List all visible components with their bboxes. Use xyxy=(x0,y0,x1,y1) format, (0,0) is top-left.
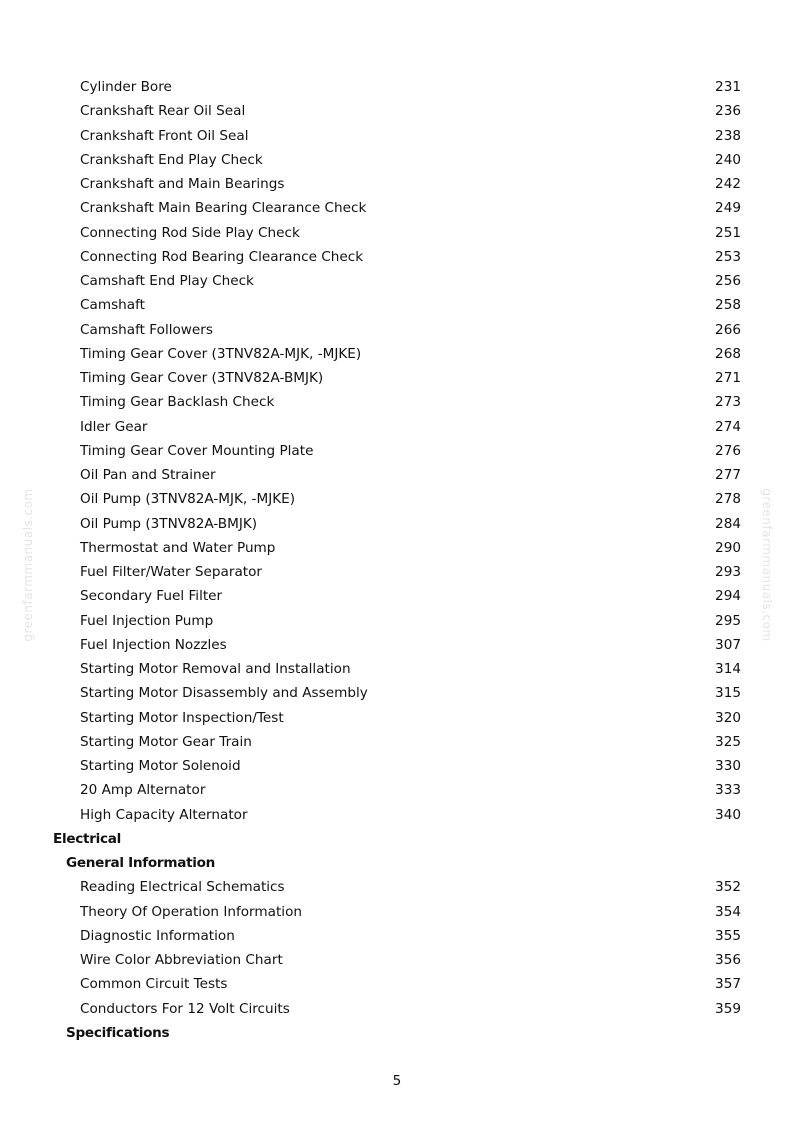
toc-entry[interactable] xyxy=(0,390,794,414)
toc-entry[interactable] xyxy=(0,778,794,802)
toc-entry[interactable] xyxy=(0,536,794,560)
toc-entry-page: 236 xyxy=(715,103,741,120)
toc-entry[interactable] xyxy=(0,754,794,778)
toc-entry-page: 333 xyxy=(715,782,741,799)
toc-entry-page: 320 xyxy=(715,709,741,726)
toc-entry[interactable] xyxy=(0,875,794,899)
toc-entry-title: Oil Pump (3TNV82A-MJK, -MJKE) xyxy=(80,491,296,508)
toc-entry[interactable] xyxy=(0,245,794,269)
toc-entry-page: 325 xyxy=(715,733,741,750)
toc-entry[interactable] xyxy=(0,293,794,317)
watermark-left: greenfarmmanuals.com xyxy=(21,488,35,642)
toc-entry-title: Crankshaft Front Oil Seal xyxy=(80,127,249,144)
toc-entry-page: 251 xyxy=(715,224,741,241)
toc-entry[interactable] xyxy=(0,609,794,633)
toc-entry-title: Diagnostic Information xyxy=(80,927,235,944)
toc-entry[interactable] xyxy=(0,172,794,196)
toc-subsection-heading[interactable] xyxy=(0,1021,794,1045)
toc-entry[interactable] xyxy=(0,948,794,972)
toc-entry-title: Camshaft Followers xyxy=(80,321,213,338)
toc-entry-page: 293 xyxy=(715,564,741,580)
toc-entry[interactable] xyxy=(0,318,794,342)
toc-entry[interactable] xyxy=(0,803,794,827)
toc-entry-title: Starting Motor Inspection/Test xyxy=(80,709,284,726)
toc-entry[interactable] xyxy=(0,730,794,754)
toc-entry-page: 359 xyxy=(715,1000,741,1017)
toc-entry-page: 355 xyxy=(715,927,741,944)
toc-entry[interactable] xyxy=(0,512,794,536)
toc-entry-title: Connecting Rod Side Play Check xyxy=(80,224,300,241)
toc-entry-page: 273 xyxy=(715,394,741,411)
toc-entry-title: Conductors For 12 Volt Circuits xyxy=(80,1000,290,1017)
toc-entry-page: 340 xyxy=(715,806,741,823)
toc-entry-title: Starting Motor Solenoid xyxy=(80,758,241,774)
toc-entry-title: Cylinder Bore xyxy=(80,79,172,95)
toc-entry-title: Reading Electrical Schematics xyxy=(80,879,285,896)
toc-entry-page: 357 xyxy=(715,976,741,993)
toc-entry-title: Oil Pan and Strainer xyxy=(80,467,216,483)
toc-entry-title: Secondary Fuel Filter xyxy=(80,588,223,605)
toc-entry[interactable] xyxy=(0,706,794,730)
toc-entry-title: Crankshaft Rear Oil Seal xyxy=(80,103,246,120)
toc-entry-page: 266 xyxy=(715,321,741,338)
toc-entry-title: Fuel Injection Pump xyxy=(80,612,214,629)
toc-entry-page: 231 xyxy=(715,79,741,95)
toc-entry-page: 238 xyxy=(715,127,741,144)
toc-entry-title: Fuel Injection Nozzles xyxy=(80,636,227,653)
toc-entry[interactable] xyxy=(0,148,794,172)
toc-entry-page: 290 xyxy=(715,539,741,556)
toc-entry[interactable] xyxy=(0,681,794,705)
toc-entry[interactable] xyxy=(0,124,794,148)
toc-entry-page: 354 xyxy=(715,903,741,920)
toc-entry-title: Starting Motor Removal and Installation xyxy=(80,661,351,677)
toc-entry-title: Camshaft xyxy=(80,297,145,314)
toc-entry[interactable] xyxy=(0,584,794,608)
toc-entry-title: Timing Gear Cover Mounting Plate xyxy=(80,442,314,459)
toc-entry-page: 314 xyxy=(715,661,741,677)
toc-entry[interactable] xyxy=(0,366,794,390)
toc-entry[interactable] xyxy=(0,900,794,924)
toc-entry[interactable] xyxy=(0,342,794,366)
toc-entry-title: Starting Motor Gear Train xyxy=(80,733,252,750)
toc-entry[interactable] xyxy=(0,463,794,487)
toc-entry-title: Connecting Rod Bearing Clearance Check xyxy=(80,248,364,265)
toc-entry-page: 278 xyxy=(715,491,741,508)
toc-entry[interactable] xyxy=(0,972,794,996)
toc-entry-page: 256 xyxy=(715,273,741,289)
toc-subsection-heading[interactable] xyxy=(0,851,794,875)
toc-entry-page: 242 xyxy=(715,176,741,192)
toc-entry[interactable] xyxy=(0,415,794,439)
toc-section-heading[interactable] xyxy=(0,827,794,851)
watermark-right: greenfarmmanuals.com xyxy=(760,488,774,642)
toc-entry-page: 277 xyxy=(715,467,741,483)
toc-entry-title: Idler Gear xyxy=(80,418,148,435)
toc-entry-title: High Capacity Alternator xyxy=(80,806,248,823)
toc-entry-page: 330 xyxy=(715,758,741,774)
toc-entry[interactable] xyxy=(0,924,794,948)
toc-entry-page: 307 xyxy=(715,636,741,653)
toc-entry-page: 249 xyxy=(715,200,741,217)
toc-entry-page: 268 xyxy=(715,345,741,362)
toc-entry-title: Electrical xyxy=(53,830,121,847)
toc-entry[interactable] xyxy=(0,439,794,463)
toc-entry[interactable] xyxy=(0,487,794,511)
toc-entry-title: Camshaft End Play Check xyxy=(80,273,254,289)
toc-entry[interactable] xyxy=(0,560,794,584)
toc-entry-title: Timing Gear Cover (3TNV82A-MJK, -MJKE) xyxy=(80,345,362,362)
toc-entry-title: Fuel Filter/Water Separator xyxy=(80,564,263,580)
toc-entry[interactable] xyxy=(0,221,794,245)
toc-entry-page: 253 xyxy=(715,248,741,265)
toc-entry-page: 274 xyxy=(715,418,741,435)
table-of-contents xyxy=(0,75,794,1045)
toc-entry-page: 284 xyxy=(715,515,741,532)
toc-entry-title: General Information xyxy=(66,855,216,871)
toc-entry[interactable] xyxy=(0,99,794,123)
toc-entry-title: Wire Color Abbreviation Chart xyxy=(80,952,283,968)
toc-entry-page: 294 xyxy=(715,588,741,605)
toc-entry-title: Crankshaft End Play Check xyxy=(80,151,263,168)
toc-entry-title: Crankshaft and Main Bearings xyxy=(80,176,285,192)
toc-entry-title: Common Circuit Tests xyxy=(80,976,228,993)
toc-entry-page: 315 xyxy=(715,685,741,702)
toc-entry[interactable] xyxy=(0,269,794,293)
page-number: 5 xyxy=(392,1073,402,1089)
toc-entry[interactable] xyxy=(0,75,794,99)
toc-entry-title: Crankshaft Main Bearing Clearance Check xyxy=(80,200,367,217)
toc-entry-page: 276 xyxy=(715,442,741,459)
toc-entry-page: 240 xyxy=(715,151,741,168)
toc-entry-title: Theory Of Operation Information xyxy=(80,903,303,920)
toc-entry-title: Specifications xyxy=(66,1024,170,1041)
toc-entry-page: 258 xyxy=(715,297,741,314)
toc-entry-title: Starting Motor Disassembly and Assembly xyxy=(80,685,368,702)
toc-entry-title: Timing Gear Cover (3TNV82A-BMJK) xyxy=(80,370,324,386)
toc-entry[interactable] xyxy=(0,196,794,220)
toc-entry[interactable] xyxy=(0,657,794,681)
toc-entry-title: Timing Gear Backlash Check xyxy=(80,394,275,411)
toc-entry-title: 20 Amp Alternator xyxy=(80,782,206,799)
toc-entry-page: 295 xyxy=(715,612,741,629)
toc-entry-page: 352 xyxy=(715,879,741,896)
toc-entry-page: 271 xyxy=(715,370,741,386)
toc-entry-title: Oil Pump (3TNV82A-BMJK) xyxy=(80,515,258,532)
toc-entry[interactable] xyxy=(0,633,794,657)
toc-entry[interactable] xyxy=(0,997,794,1021)
toc-entry-page: 356 xyxy=(715,952,741,968)
toc-entry-title: Thermostat and Water Pump xyxy=(80,539,276,556)
